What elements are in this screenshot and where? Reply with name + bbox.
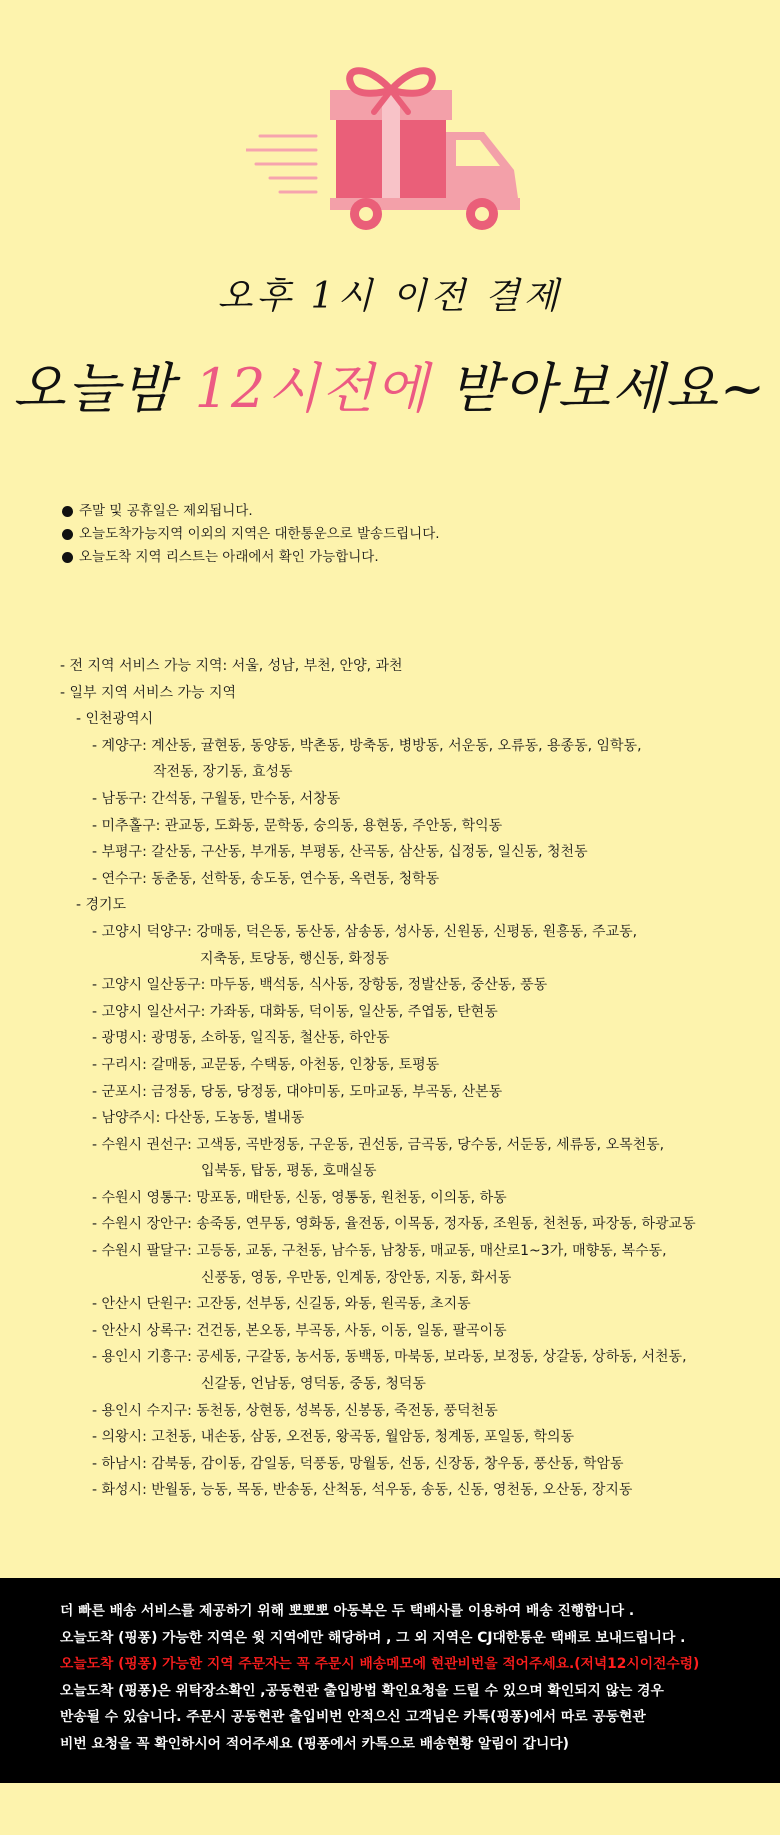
footer-line: 더 빠른 배송 서비스를 제공하기 위해 뽀뽀뽀 아동복은 두 택배사를 이용하여 배송 진행합니다 . xyxy=(60,1603,635,1619)
region-line: - 수원시 영통구: 망포동, 매탄동, 신동, 영통동, 원천동, 이의동, 하동 xyxy=(92,1189,507,1206)
region-line: - 의왕시: 고천동, 내손동, 삼동, 오전동, 왕곡동, 월암동, 청계동, 포일동, 학의동 xyxy=(92,1429,575,1446)
region-line: - 하남시: 감북동, 감이동, 감일동, 덕풍동, 망월동, 선동, 신장동, 창우동, 풍산동, 학암동 xyxy=(92,1455,624,1472)
footer-line: 비번 요청을 꼭 확인하시어 적어주세요 (핑퐁에서 카톡으로 배송현황 알림이 갑니다) xyxy=(60,1735,569,1752)
subline-accent: 12시전에 xyxy=(194,357,430,420)
region-line: - 구리시: 갈매동, 교문동, 수택동, 아천동, 인창동, 토평동 xyxy=(92,1056,440,1073)
region-line: - 군포시: 금정동, 당동, 당정동, 대야미동, 도마교동, 부곡동, 산본동 xyxy=(92,1083,503,1100)
footer-warning-line: 오늘도착 (핑퐁) 가능한 지역 주문자는 꼭 주문시 배송메모에 현관비번을 적어주세요.(저녁12시이전수령) xyxy=(60,1656,700,1672)
region-line: 신풍동, 영동, 우만동, 인계동, 장안동, 지동, 화서동 xyxy=(201,1269,512,1286)
region-line: 입북동, 탑동, 평동, 호매실동 xyxy=(201,1163,377,1180)
region-line: - 부평구: 갈산동, 구산동, 부개동, 부평동, 산곡동, 삼산동, 십정동, 일신동, 청천동 xyxy=(92,844,588,861)
region-line: - 수원시 장안구: 송죽동, 연무동, 영화동, 율전동, 이목동, 정자동, 조원동, 천천동, 파장동, 하광교동 xyxy=(92,1216,696,1233)
hero-subline xyxy=(0,346,780,423)
notice-text: 주말 및 공휴일은 제외됩니다. xyxy=(79,503,253,519)
region-line: - 미추홀구: 관교동, 도화동, 문학동, 숭의동, 용현동, 주안동, 학익동 xyxy=(92,817,503,834)
region-line: - 안산시 단원구: 고잔동, 선부동, 신길동, 와동, 원곡동, 초지동 xyxy=(92,1296,471,1313)
region-line: - 고양시 일산동구: 마두동, 백석동, 식사동, 장항동, 정발산동, 중산동, 풍동 xyxy=(92,977,548,994)
region-line: - 남양주시: 다산동, 도농동, 별내동 xyxy=(92,1110,305,1127)
region-line: - 수원시 팔달구: 고등동, 교동, 구천동, 남수동, 남창동, 매교동, 매산로1~3가, 매향동, 복수동, xyxy=(92,1243,667,1260)
bullet-icon xyxy=(62,506,73,517)
notice-item xyxy=(62,500,440,523)
footer-line: 오늘도착 (핑퐁)은 위탁장소확인 ,공동현관 출입방법 확인요청을 드릴 수 있으며 확인되지 않는 경우 xyxy=(60,1682,664,1699)
bullet-icon xyxy=(62,529,73,540)
region-line: - 안산시 상록구: 건건동, 본오동, 부곡동, 사동, 이동, 일동, 팔곡이동 xyxy=(92,1322,507,1339)
region-line: - 인천광역시 xyxy=(76,711,154,728)
region-line: - 수원시 권선구: 고색동, 곡반정동, 구운동, 권선동, 금곡동, 당수동, 서둔동, 세류동, 오목천동, xyxy=(92,1136,665,1153)
service-region-list xyxy=(60,653,760,1504)
region-line: - 전 지역 서비스 가능 지역: 서울, 성남, 부천, 안양, 과천 xyxy=(60,658,403,674)
region-line: 신갈동, 언남동, 영덕동, 중동, 청덕동 xyxy=(201,1376,426,1393)
subline-after: 받아보세요~ xyxy=(429,357,768,420)
region-line: - 고양시 덕양구: 강매동, 덕은동, 동산동, 삼송동, 성사동, 신원동, 신평동, 원흥동, 주교동, xyxy=(92,923,638,940)
notice-text: 오늘도착 지역 리스트는 아래에서 확인 가능합니다. xyxy=(79,549,379,565)
region-line: - 광명시: 광명동, 소하동, 일직동, 철산동, 하안동 xyxy=(92,1030,390,1047)
region-line: 작전동, 장기동, 효성동 xyxy=(153,764,293,781)
region-line: 지축동, 토당동, 행신동, 화정동 xyxy=(200,950,389,967)
footer-lines xyxy=(60,1598,699,1757)
region-line: - 용인시 기흥구: 공세동, 구갈동, 농서동, 동백동, 마북동, 보라동, 보정동, 상갈동, 상하동, 서천동, xyxy=(92,1349,687,1366)
region-line: - 남동구: 간석동, 구월동, 만수동, 서창동 xyxy=(92,790,341,807)
delivery-truck-gift-icon xyxy=(246,62,546,232)
region-line: - 용인시 수지구: 동천동, 상현동, 성복동, 신봉동, 죽전동, 풍덕천동 xyxy=(92,1402,498,1419)
region-line: - 계양구: 계산동, 귤현동, 동양동, 박촌동, 방축동, 병방동, 서운동, 오류동, 용종동, 임학동, xyxy=(92,737,642,754)
region-line: - 고양시 일산서구: 가좌동, 대화동, 덕이동, 일산동, 주엽동, 탄현동 xyxy=(92,1003,498,1020)
notice-item xyxy=(62,546,440,569)
delivery-info-footer xyxy=(0,1578,780,1783)
subline-before: 오늘밤 xyxy=(12,357,195,420)
footer-line: 오늘도착 (핑퐁) 가능한 지역은 윗 지역에만 해당하며 , 그 외 지역은 CJ대한통운 택배로 보내드립니다 . xyxy=(60,1629,686,1646)
notice-text: 오늘도착가능지역 이외의 지역은 대한통운으로 발송드립니다. xyxy=(79,526,440,542)
hero-headline: 오후 1시 이전 결제 xyxy=(217,276,563,317)
region-line: - 화성시: 반월동, 능동, 목동, 반송동, 산척동, 석우동, 송동, 신동, 영천동, 오산동, 장지동 xyxy=(92,1482,633,1499)
notice-item xyxy=(62,523,440,546)
region-line: - 경기도 xyxy=(76,897,127,914)
region-line: - 일부 지역 서비스 가능 지역 xyxy=(60,684,237,701)
footer-line: 반송될 수 있습니다. 주문시 공동현관 출입비번 안적으신 고객님은 카톡(핑퐁)에서 따로 공동현관 xyxy=(60,1709,646,1725)
notice-list xyxy=(62,500,440,569)
region-line: - 연수구: 동춘동, 선학동, 송도동, 연수동, 옥련동, 청학동 xyxy=(92,870,440,887)
bullet-icon xyxy=(62,552,73,563)
